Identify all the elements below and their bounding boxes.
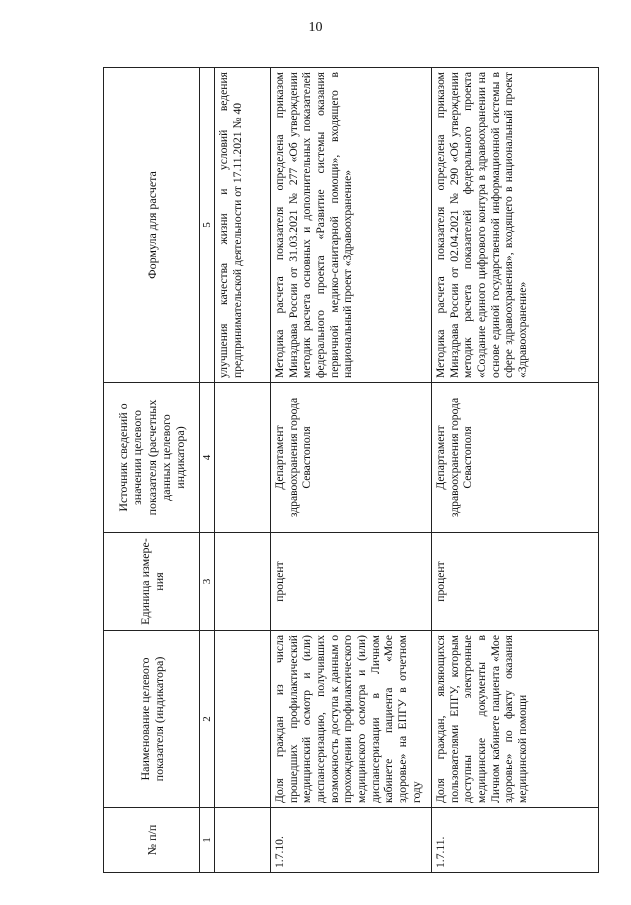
table-row-continuation (214, 68, 270, 873)
cell-formula: Методика расчета показателя определена приказом Минздрава России от 02.04.2021 № 290 «Об утверждении методик расчета показателей федерального проекта «Создание единого цифрового контура в здравоохранении на основе единой государственной информационной системы в сфере здравоохранения», входящего в национальный проект «Здравоохранение» (432, 68, 599, 383)
cell-num: 1.7.11. (432, 808, 599, 873)
col-number: 5 (200, 68, 214, 383)
col-number: 4 (200, 383, 214, 533)
cell-name: Доля граждан из числа прошедших профилактический медицинский осмотр и (или) диспансеризацию, получивших возможность доступа к данным о прохождении профилактического медицинского осмотра и (или) диспансеризации в Личном кабинете пациента «Мое здоровье» на ЕПГУ в отчетном году (270, 631, 431, 808)
column-number-row (200, 68, 214, 873)
cell-formula: Методика расчета показателя определена приказом Минздрава России от 31.03.2021 № 277 «Об утверждении методик расчета основных и дополнительных показателей федерального проекта «Развитие системы оказания первичной медико-санитарной помощи», входящего в национальный проект «Здравоохранение» (270, 68, 431, 383)
header-unit: Единица измере-ния (104, 533, 200, 631)
cell-num: 1.7.10. (270, 808, 431, 873)
col-number: 2 (200, 631, 214, 808)
cell-unit: процент (432, 533, 599, 631)
page-number: 10 (308, 20, 323, 35)
cell-unit (214, 533, 270, 631)
header-name: Наименование целевого показателя (индикатора) (104, 631, 200, 808)
indicators-table (103, 67, 599, 873)
cell-name (214, 631, 270, 808)
col-number: 1 (200, 808, 214, 873)
cell-name: Доля граждан, являющихся пользователями ЕПГУ, которым доступны электронные медицинские документы в Личном кабинете пациента «Мое здоровье» по факту оказания медицинской помощи (432, 631, 599, 808)
cell-unit: процент (270, 533, 431, 631)
cell-num (214, 808, 270, 873)
table-row (270, 68, 431, 873)
header-formula: Формула для расчета (104, 68, 200, 383)
header-source: Источник сведений о значении целевого показателя (расчетных данных целевого индикатора) (104, 383, 200, 533)
rotated-table-wrapper (103, 68, 599, 873)
table-header-row (104, 68, 200, 873)
col-number: 3 (200, 533, 214, 631)
cell-source (214, 383, 270, 533)
table-row (432, 68, 599, 873)
cell-source: Департамент здравоохранения города Севастополя (270, 383, 431, 533)
cell-formula: улучшения качества жизни и условий ведения предпринимательской деятельности от 17.11.2021 № 40 (214, 68, 270, 383)
cell-source: Департамент здравоохранения города Севастополя (432, 383, 599, 533)
header-num: № п/п (104, 808, 200, 873)
